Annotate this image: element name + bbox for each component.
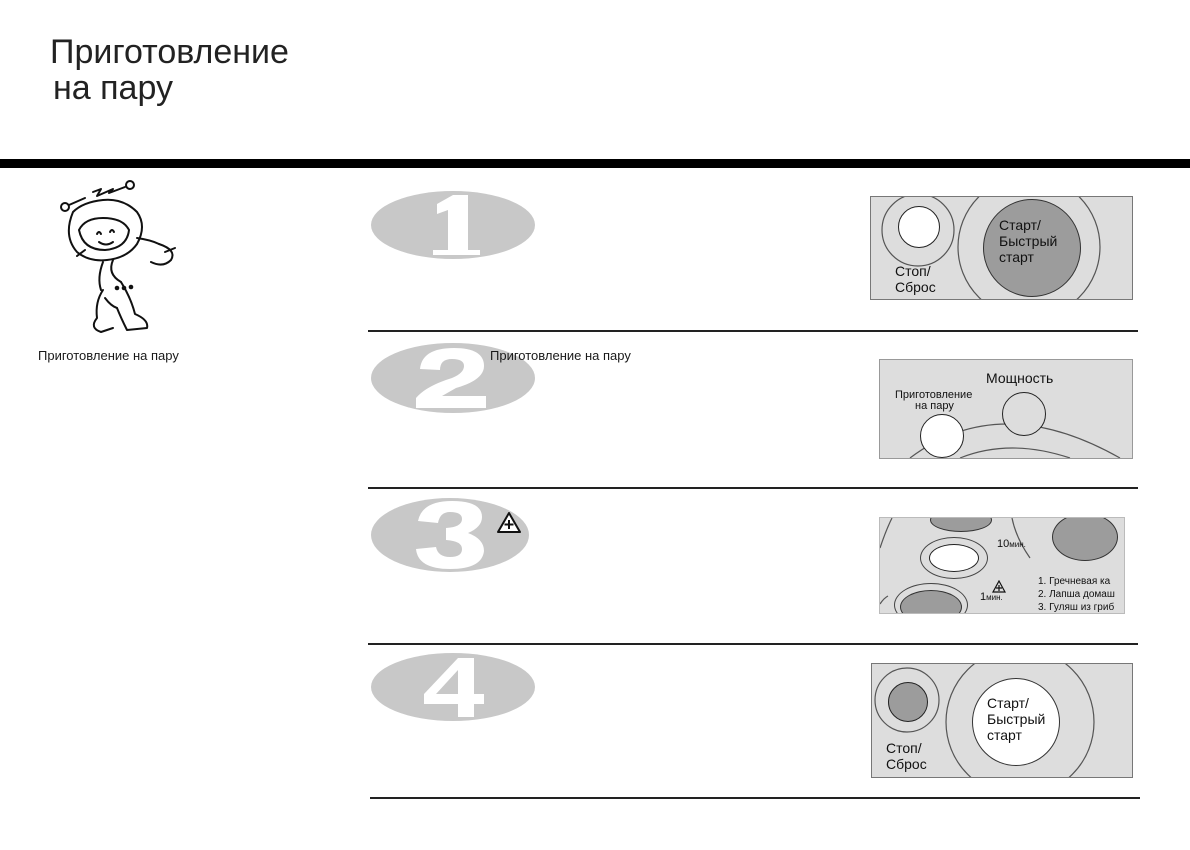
start-label-line1: Старт/ [987,695,1029,711]
stop-reset-button[interactable] [888,682,928,722]
start-label-line2: Быстрый [987,711,1046,727]
control-panel-step-4 [871,663,1133,778]
step-divider [368,643,1138,645]
auto-menu-item: 1. Гречневая ка [1038,576,1111,587]
start-label-line1: Старт/ [999,217,1041,233]
stop-label-line1: Стоп/ [895,263,931,279]
stop-reset-button[interactable] [898,206,940,248]
start-label-line3: старт [999,249,1034,265]
one-min-number: 1 [980,591,987,603]
step-3-badge [370,497,536,573]
control-panel-step-3 [879,517,1125,614]
ten-min-button[interactable] [929,544,979,572]
stop-label-line1: Стоп/ [886,740,922,756]
page-title-line1: Приготовление [50,33,289,71]
auto-menu-item: 3. Гуляш из гриб [1038,602,1115,613]
sidebar-caption: Приготовление на пару [38,348,179,363]
start-label-line3: старт [987,727,1022,743]
ten-min-unit: мин. [1009,540,1026,549]
page-title-line2: на пару [53,69,173,107]
power-button[interactable] [1002,392,1046,436]
robot-mascot-icon [55,178,185,338]
stop-label-line2: Сброс [886,756,927,772]
plus-triangle-icon [496,511,522,535]
header-rule [0,159,1190,168]
stop-label-line2: Сброс [895,279,936,295]
step-1-badge [370,190,536,260]
ten-min-number: 10 [997,538,1010,550]
steam-label-line2: на пару [915,400,954,412]
power-label: Мощность [986,370,1054,386]
step-divider [370,797,1140,799]
steam-label-line1: Приготовление [895,389,973,401]
auto-menu-item: 2. Лапша домаш [1038,589,1115,600]
one-min-unit: мин. [986,593,1003,602]
step-divider [368,487,1138,489]
step-4-badge [370,652,536,722]
control-panel-step-1 [870,196,1133,300]
auto-menu-list [1038,575,1115,614]
steam-cooking-button[interactable] [920,414,964,458]
page-title [50,34,289,106]
start-label-line2: Быстрый [999,233,1058,249]
step-divider [368,330,1138,332]
control-panel-step-2 [879,359,1133,459]
step-2-caption: Приготовление на пару [490,348,631,363]
